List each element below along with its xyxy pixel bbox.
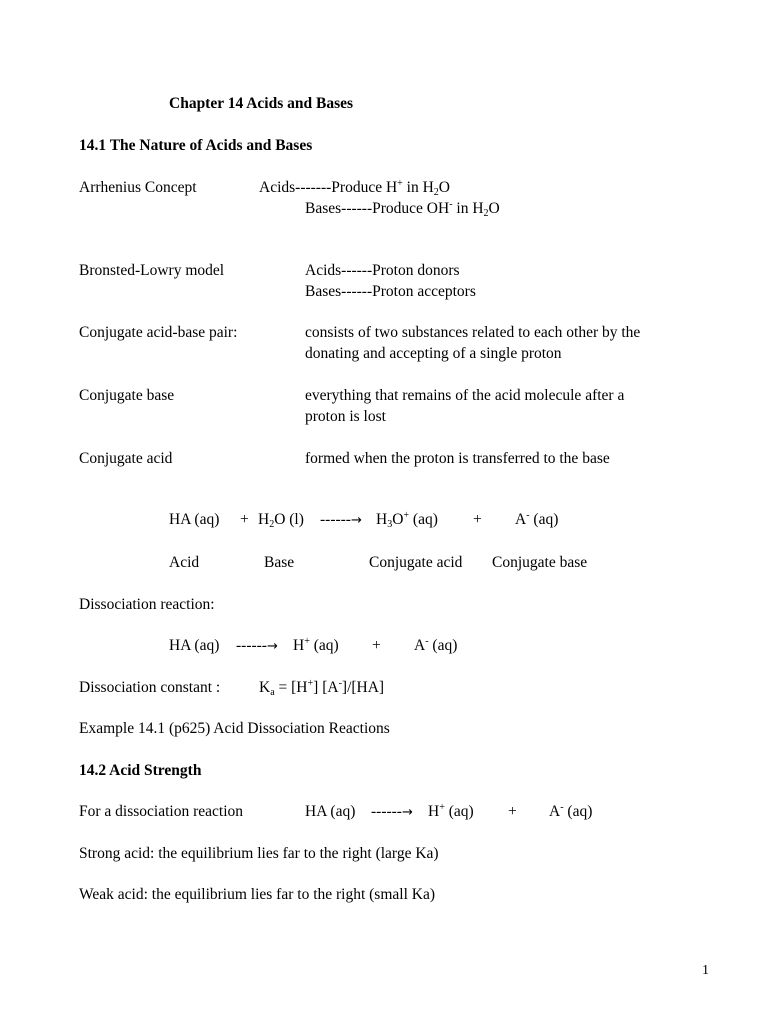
equation-2-h: H+ (aq) xyxy=(293,636,339,654)
conj-base-def-line1: everything that remains of the acid molecule after a xyxy=(305,387,625,404)
conj-pair-term: Conjugate acid-base pair: xyxy=(79,324,238,341)
bronsted-bases-def: Bases------Proton acceptors xyxy=(305,283,476,300)
arrow-right-icon: → xyxy=(401,805,413,820)
equation-1-h3o: $H_3O^+$ (aq) xyxy=(376,510,438,530)
equation-1-plus-1: + xyxy=(240,511,249,528)
section-heading-14-1: 14.1 The Nature of Acids and Bases xyxy=(79,137,313,154)
equation-2-a: A- (aq) xyxy=(414,636,458,654)
dissociation-constant-label: Dissociation constant : xyxy=(79,679,221,696)
conj-pair-def-line1: consists of two substances related to each other by the xyxy=(305,324,641,341)
equation-3-h: H+ (aq) xyxy=(428,802,474,820)
equation-1-arrow: ------→ xyxy=(320,511,362,528)
bronsted-term: Bronsted-Lowry model xyxy=(79,262,225,279)
label-base: Base xyxy=(264,554,295,571)
section-heading-14-2: 14.2 Acid Strength xyxy=(79,762,202,779)
conj-pair-def-line2: donating and accepting of a single proton xyxy=(305,345,562,362)
arrhenius-term: Arrhenius Concept xyxy=(79,179,197,196)
equation-3-ha: HA (aq) xyxy=(305,803,356,820)
equation-1-plus-2: + xyxy=(473,511,482,528)
equation-1-ha: HA (aq) xyxy=(169,511,220,528)
bronsted-acids-def: Acids------Proton donors xyxy=(305,262,460,279)
arrow-right-icon: → xyxy=(350,513,362,528)
for-dissociation-label: For a dissociation reaction xyxy=(79,803,243,820)
conj-base-term: Conjugate base xyxy=(79,387,175,404)
equation-3-arrow: ------→ xyxy=(371,803,413,820)
conj-acid-def: formed when the proton is transferred to the base xyxy=(305,450,610,467)
label-conjugate-base: Conjugate base xyxy=(492,554,588,571)
page-number: 1 xyxy=(702,963,709,978)
equation-1-a: A- (aq) xyxy=(515,510,559,528)
strong-acid-statement: Strong acid: the equilibrium lies far to the right (large Ka) xyxy=(79,845,439,862)
arrhenius-acids-def: Acids-------Produce H+ in $H_2O$ xyxy=(259,178,450,198)
equation-1-h2o: $H_2O$ (l) xyxy=(258,511,304,530)
equation-3-plus: + xyxy=(508,803,517,820)
chapter-title: Chapter 14 Acids and Bases xyxy=(169,95,354,112)
conj-acid-term: Conjugate acid xyxy=(79,450,173,467)
dissociation-reaction-label: Dissociation reaction: xyxy=(79,596,215,613)
arrhenius-bases-def: Bases------Produce OH- in $H_2O$ xyxy=(305,199,500,219)
label-acid: Acid xyxy=(169,554,200,571)
label-conjugate-acid: Conjugate acid xyxy=(369,554,463,571)
dissociation-constant-expression: $K_a = [H^+]$ [A-]/[HA] xyxy=(259,678,385,698)
example-14-1: Example 14.1 (p625) Acid Dissociation Reactions xyxy=(79,720,390,737)
equation-2-ha: HA (aq) xyxy=(169,637,220,654)
equation-2-plus: + xyxy=(372,637,381,654)
equation-3-a: A- (aq) xyxy=(549,802,593,820)
equation-2-arrow: ------→ xyxy=(236,637,278,654)
arrow-right-icon: → xyxy=(266,639,278,654)
conj-base-def-line2: proton is lost xyxy=(305,408,386,425)
weak-acid-statement: Weak acid: the equilibrium lies far to the right (small Ka) xyxy=(79,886,436,903)
